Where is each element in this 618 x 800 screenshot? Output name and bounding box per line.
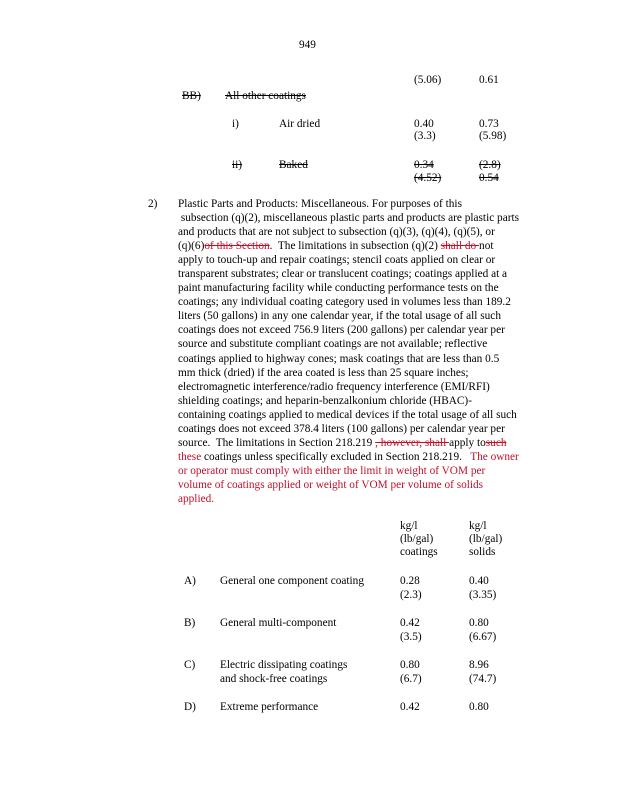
page-number: 949: [299, 39, 316, 51]
bb-row-i-a2: (3.3): [414, 130, 436, 142]
row-a-c2: 0.40 (3.35): [469, 575, 497, 601]
row-a-c1: 0.28 (2.3): [400, 575, 422, 601]
section-paragraph: [178, 197, 550, 506]
row-b-c2: 0.80 (6.67): [469, 617, 497, 643]
paragraph-line: Plastic Parts and Products: Miscellaneous. For purposes of this: [178, 198, 462, 210]
inserted-text: The owner: [470, 450, 519, 463]
paragraph-line: these coatings unless specifically excluded in Section 218.219. The owner: [178, 450, 519, 463]
paragraph-line: apply to touch-up and repair coatings; stencil coats applied on clear or: [178, 254, 496, 267]
paragraph-line: or operator must comply with either the limit in weight of VOM per: [178, 464, 486, 477]
deleted-text: , however, shall: [375, 436, 450, 449]
bb-title: All other coatings: [225, 90, 306, 102]
deleted-text: such: [485, 436, 507, 449]
paragraph-line: (q)(6)of this Section. The limitations in subsection (q)(2) shall do not: [178, 240, 494, 253]
paragraph-line: transparent substrates; clear or translucent coatings; coatings applied at a: [178, 268, 508, 281]
bb-row-i-a1: 0.40: [414, 118, 434, 130]
bb-label: BB): [182, 90, 201, 102]
paragraph-line: coatings does not exceed 756.9 liters (200 gallons) per calendar year per: [178, 324, 505, 337]
paragraph-line: source and substitute compliant coatings are not available; reflective: [178, 338, 488, 351]
row-a-label: A): [184, 575, 196, 587]
paragraph-line: source. The limitations in Section 218.219 , however, shall apply tosuch: [178, 436, 507, 449]
paragraph-line: shielding coatings; and heparin-benzalkonium chloride (HBAC)-: [178, 394, 472, 407]
paragraph-line: containing coatings applied to medical devices if the total usage of all such: [178, 408, 517, 421]
table-header-solids: kg/l (lb/gal) solids: [469, 520, 503, 558]
bb-row-i-b1: 0.73: [479, 118, 499, 130]
row-d-label: D): [184, 701, 196, 713]
row-c-label: C): [184, 659, 196, 671]
top-value-b: 0.61: [479, 74, 499, 86]
paragraph-line: subsection (q)(2), miscellaneous plastic parts and products are plastic parts: [178, 212, 520, 225]
paragraph-line: liters (50 gallons) in any one calendar year, if the total usage of all such: [178, 310, 501, 323]
paragraph-line: mm thick (dried) if the area coated is less than 25 square inches;: [178, 366, 469, 379]
paragraph-line: volume of coatings applied or weight of VOM per volume of solids: [178, 478, 484, 491]
section-number: 2): [148, 198, 158, 210]
bb-row-ii-b1: (2.8): [479, 159, 501, 171]
inserted-text: these: [178, 450, 202, 463]
row-c-c2: 8.96 (74.7): [469, 659, 497, 685]
row-b-c1: 0.42 (3.5): [400, 617, 422, 643]
deleted-text: shall do: [440, 240, 480, 253]
top-value-a: (5.06): [414, 74, 442, 86]
bb-row-ii-name: Baked: [279, 159, 308, 171]
bb-row-ii-label: ii): [232, 159, 243, 171]
bb-row-ii-a2: (4.52): [414, 172, 442, 184]
paragraph-line: coatings does not exceed 378.4 liters (100 gallons) per calendar year per: [178, 422, 505, 435]
row-b-label: B): [184, 617, 196, 629]
bb-row-i-name: Air dried: [279, 118, 321, 130]
row-b-name: General multi-component: [220, 617, 337, 629]
row-d-c2: 0.80: [469, 701, 489, 713]
table-header-coatings: kg/l (lb/gal) coatings: [400, 520, 438, 558]
paragraph-line: and products that are not subject to subsection (q)(3), (q)(4), (q)(5), or: [178, 226, 495, 239]
bb-row-i-label: i): [232, 118, 239, 130]
deleted-text: of this Section: [204, 240, 270, 253]
paragraph-line: paint manufacturing facility while conducting performance tests on the: [178, 282, 499, 295]
row-d-name: Extreme performance: [220, 701, 319, 713]
paragraph-line: coatings; any individual coating category used in volumes less than 189.2: [178, 296, 511, 309]
row-d-c1: 0.42: [400, 701, 420, 713]
row-c-name: Electric dissipating coatings and shock-free coatings: [220, 659, 348, 685]
paragraph-line: coatings applied to highway cones; mask coatings that are less than 0.5: [178, 352, 500, 365]
bb-row-ii-b2: 0.54: [479, 172, 499, 184]
paragraph-line: electromagnetic interference/radio frequency interference (EMI/RFI): [178, 380, 490, 393]
bb-row-i-b2: (5.98): [479, 130, 507, 142]
row-a-name: General one component coating: [220, 575, 364, 587]
bb-row-ii-a1: 0.34: [414, 159, 434, 171]
row-c-c1: 0.80 (6.7): [400, 659, 422, 685]
paragraph-line: applied.: [178, 492, 215, 505]
